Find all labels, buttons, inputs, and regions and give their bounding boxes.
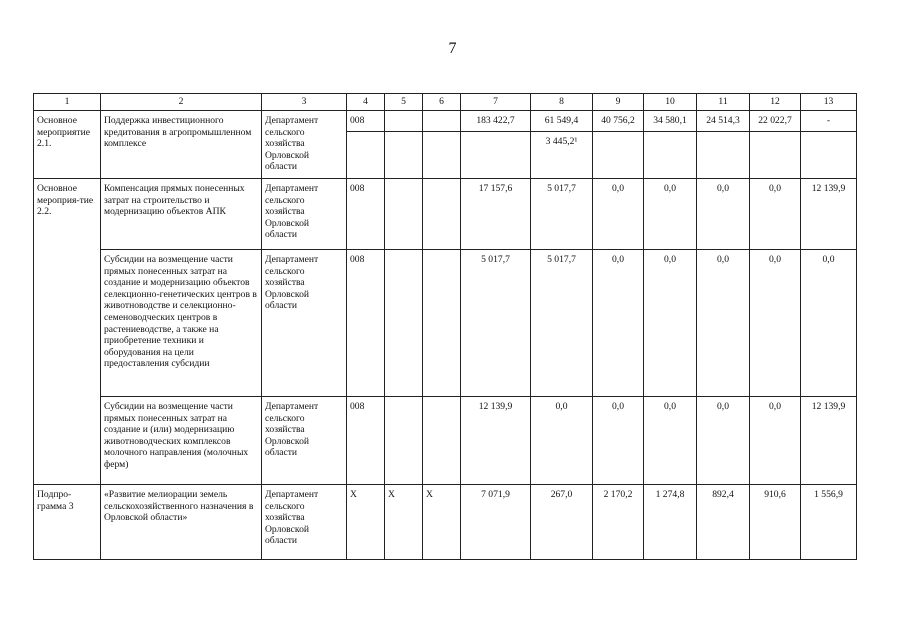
amount-cell: 61 549,4 (531, 111, 593, 132)
amount-cell: 2 170,2 (593, 485, 644, 560)
amount-cell: 7 071,9 (461, 485, 531, 560)
amount-cell: 0,0 (644, 397, 697, 485)
amount-cell: 17 157,6 (461, 179, 531, 250)
table-cell (593, 132, 644, 179)
department-cell: Департамент сельского хозяйства Орловской области (262, 179, 347, 250)
table-cell (697, 132, 750, 179)
amount-cell: 5 017,7 (531, 250, 593, 397)
header-row (34, 94, 857, 111)
amount-cell: 1 274,8 (644, 485, 697, 560)
description-cell: «Развитие мелиорации земель сельскохозяйственного назначения в Орловской области» (101, 485, 262, 560)
table-row (34, 397, 857, 485)
code-cell: X (347, 485, 385, 560)
header-cell: 13 (801, 94, 857, 111)
description-cell: Компенсация прямых понесенных затрат на строительство и модернизацию объектов АПК (101, 179, 262, 250)
table-cell (385, 397, 423, 485)
amount-cell: 0,0 (531, 397, 593, 485)
header-cell: 11 (697, 94, 750, 111)
header-cell: 1 (34, 94, 101, 111)
header-cell: 12 (750, 94, 801, 111)
amount-cell: 0,0 (644, 250, 697, 397)
table-cell (423, 132, 461, 179)
amount-cell: 267,0 (531, 485, 593, 560)
table-row (34, 250, 857, 397)
table-row (34, 485, 857, 560)
header-cell: 2 (101, 94, 262, 111)
page-number: 7 (448, 40, 457, 57)
table-cell (423, 250, 461, 397)
table-row (34, 111, 857, 132)
code-cell: 008 (347, 397, 385, 485)
table-cell (385, 179, 423, 250)
amount-cell: 0,0 (750, 179, 801, 250)
amount-cell: 0,0 (593, 250, 644, 397)
amount-cell: 0,0 (593, 179, 644, 250)
amount-cell: 892,4 (697, 485, 750, 560)
amount-cell: 0,0 (750, 397, 801, 485)
header-cell: 10 (644, 94, 697, 111)
budget-table (33, 93, 857, 560)
department-cell: Департамент сельского хозяйства Орловской области (262, 485, 347, 560)
amount-cell: 34 580,1 (644, 111, 697, 132)
amount-cell: 0,0 (801, 250, 857, 397)
amount-cell: 0,0 (697, 250, 750, 397)
table-cell (801, 132, 857, 179)
amount-cell: 12 139,9 (801, 397, 857, 485)
table-cell (750, 132, 801, 179)
header-cell: 4 (347, 94, 385, 111)
header-cell: 8 (531, 94, 593, 111)
header-cell: 6 (423, 94, 461, 111)
amount-cell: - (801, 111, 857, 132)
department-cell: Департамент сельского хозяйства Орловской области (262, 397, 347, 485)
amount-cell: 0,0 (697, 397, 750, 485)
amount-cell: 5 017,7 (531, 179, 593, 250)
amount-cell: 24 514,3 (697, 111, 750, 132)
event-name-cell: Подпро-грамма 3 (34, 485, 101, 560)
amount-cell: 40 756,2 (593, 111, 644, 132)
amount-cell: 910,6 (750, 485, 801, 560)
code-cell: 008 (347, 250, 385, 397)
header-cell: 9 (593, 94, 644, 111)
amount-cell: 12 139,9 (801, 179, 857, 250)
department-cell: Департамент сельского хозяйства Орловской области (262, 111, 347, 179)
amount-cell: 0,0 (750, 250, 801, 397)
department-cell: Департамент сельского хозяйства Орловской области (262, 250, 347, 397)
table-row (34, 179, 857, 250)
code-cell: 008 (347, 179, 385, 250)
table-cell (385, 132, 423, 179)
table-cell (461, 132, 531, 179)
amount-cell: 0,0 (593, 397, 644, 485)
event-name-cell: Основное мероприя-тие 2.2. (34, 179, 101, 485)
amount-cell: 0,0 (697, 179, 750, 250)
code-cell: 008 (347, 111, 385, 132)
amount-cell: 12 139,9 (461, 397, 531, 485)
description-cell: Субсидии на возмещение части прямых понесенных затрат на создание и модернизацию объектов селекционно-генетических центров в животноводстве и селекционно-семеноводческих центров в растениеводстве, а также на приобретение техники и оборудования на цели предоставления субсидии (101, 250, 262, 397)
table-cell: X (423, 485, 461, 560)
amount-cell: 22 022,7 (750, 111, 801, 132)
header-cell: 5 (385, 94, 423, 111)
table-cell (385, 111, 423, 132)
table-cell (423, 111, 461, 132)
amount-cell: 3 445,2¹ (531, 132, 593, 179)
header-cell: 3 (262, 94, 347, 111)
table-cell (347, 132, 385, 179)
table-cell (423, 397, 461, 485)
amount-cell: 5 017,7 (461, 250, 531, 397)
table-cell (423, 179, 461, 250)
amount-cell: 183 422,7 (461, 111, 531, 132)
description-cell: Субсидии на возмещение части прямых понесенных затрат на создание и (или) модернизацию животноводческих комплексов молочного направления (молочных ферм) (101, 397, 262, 485)
header-cell: 7 (461, 94, 531, 111)
description-cell: Поддержка инвестиционного кредитования в агропромышленном комплексе (101, 111, 262, 179)
amount-cell: 1 556,9 (801, 485, 857, 560)
event-name-cell: Основное мероприятие 2.1. (34, 111, 101, 179)
table-cell: X (385, 485, 423, 560)
amount-cell: 0,0 (644, 179, 697, 250)
table-cell (644, 132, 697, 179)
table-cell (385, 250, 423, 397)
